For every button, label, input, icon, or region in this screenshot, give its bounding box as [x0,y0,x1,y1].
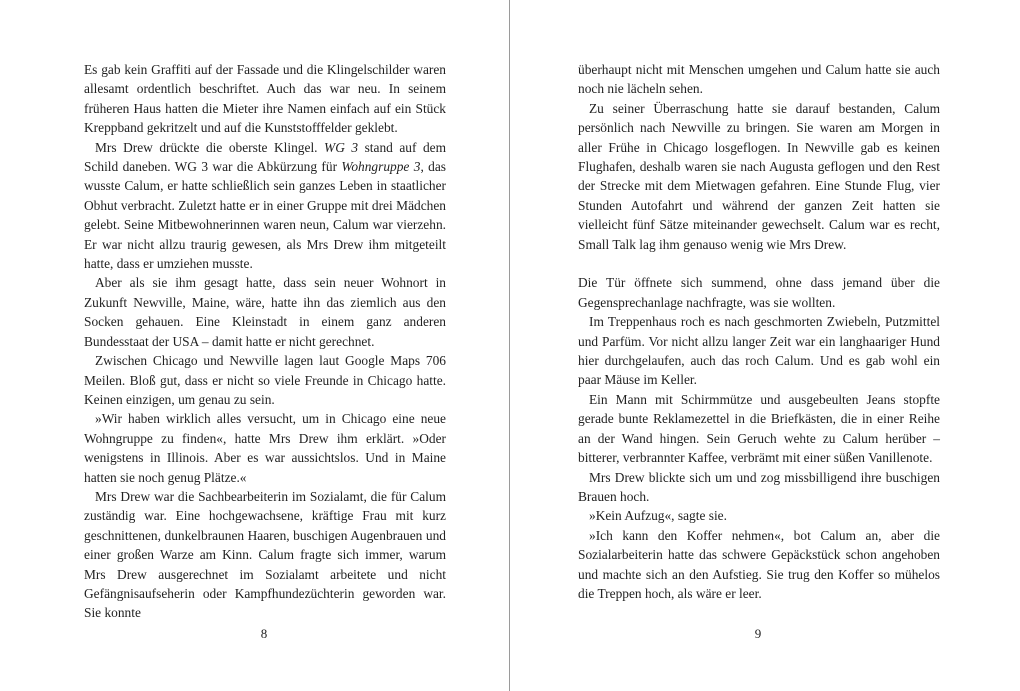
paragraph: »Wir haben wirklich alles versucht, um in Chicago eine neue Wohngruppe zu finden«, hatte Mrs Drew ihm erklärt. »Oder wenigstens in Illinois. Aber es war aussichtslos. Und in Maine hatten sie noch genug Plätze.« [84,411,446,485]
paragraph: Die Tür öffnete sich summend, ohne dass jemand über die Gegensprechanlage nachfragte, was sie wollten. [578,275,940,310]
page-number: 9 [754,626,762,641]
paragraph: »Ich kann den Koffer nehmen«, bot Calum an, aber die Sozialarbeiterin hatte das schwere Gepäckstück schon angehoben und machte sich an den Aufstieg. Sie trug den Koffer so mühelos die Treppen hoch, als wäre er leer. [578,527,940,601]
paragraph: Im Treppenhaus roch es nach geschmorten Zwiebeln, Putzmittel und Parfüm. Vor nicht allzu langer Zeit war ein langhaariger Hund hier durchgelaufen, auch das roch Calum. Und es gab wohl ein paar Mäuse im Keller. [578,314,940,388]
paragraph: Mrs Drew war die Sachbearbeiterin im Sozialamt, die für Calum zuständig war. Eine hochgewachsene, kräftige Frau mit kurz geschnittenen, dunkelbraunen Haaren, buschigen Augenbrauen und einer großen Warze am Kinn. Calum fragte sich immer, warum Mrs Drew ausgerechnet im Sozialamt arbeitete und nicht Gefängnisaufseherin oder Kampfhundezüchterin geworden war. Sie konnte [84,488,446,621]
paragraph: Zwischen Chicago und Newville lagen laut Google Maps 706 Meilen. Bloß gut, dass er nicht so viele Freunde in Chicago hatte. Keinen einzigen, um genau zu sein. [84,353,446,407]
paragraph: Zu seiner Überraschung hatte sie darauf bestanden, Calum persönlich nach Newville zu bringen. Sie waren am Morgen in aller Frühe in Chicago losgeflogen. In Newville gab es keinen Flughafen, deshalb waren sie nach Augusta geflogen und den Rest der Strecke mit dem Mietwagen gefahren. Eine Stunde Flug, vier Stunden Autofahrt und während der ganzen Zeit hatten sie vielleicht fünf Sätze miteinander gewechselt. Calum war es recht, Small Talk lag ihm genauso wenig wie Mrs Drew. [578,100,940,252]
paragraph: »Kein Aufzug«, sagte sie. [589,508,727,524]
paragraph: Ein Mann mit Schirmmütze und ausgebeulten Jeans stopfte gerade bunte Reklamezettel in die Briefkästen, die in einer Reihe an der Wand hingen. Sein Geruch wehte zu Calum herüber – bitterer, verbrannter Kaffee, verbrämt mit einer süßen Vanillenote. [578,391,940,466]
page-number: 8 [260,626,268,641]
paragraph-text: Mrs Drew drückte die oberste Klingel. [95,139,318,155]
italic-text: Wohngruppe 3 [341,159,421,175]
paragraph: Aber als sie ihm gesagt hatte, dass sein neuer Wohnort in Zukunft Newville, Maine, wäre, hatte ihn das ziemlich aus den Socken gehauen. Eine Kleinstadt in einem ganz anderen Bundesstaat der USA – damit hatte er nicht gerechnet. [84,275,446,349]
paragraph [84,138,446,274]
left-text-block [84,60,446,623]
paragraph-text: , das wusste Calum, er hatte schließlich sein ganzes Leben in staatlicher Obhut verbracht. Zuletzt hatte er in einer Gruppe mit drei Mädchen gelebt. Seine Mitbewohnerinnen waren neun, Calum war vierzehn. Er war nicht allzu traurig gewesen, als Mrs Drew ihm mitgeteilt hatte, dass er umziehen musste. [84,159,446,272]
paragraph: Es gab kein Graffiti auf der Fassade und die Klingelschilder waren allesamt ordentlich beschriftet. Auch das war neu. In seinem früheren Haus hatten die Mieter ihre Namen einfach auf ein Stück Kreppband gekritzelt und auf die Kunststofffelder geklebt. [84,62,446,136]
italic-text: WG 3 [324,139,359,155]
paragraph: überhaupt nicht mit Menschen umgehen und Calum hatte sie auch noch nie lächeln sehen. [578,62,940,97]
right-text-block [578,60,940,603]
paragraph: Mrs Drew blickte sich um und zog missbilligend ihre buschigen Brauen hoch. [578,469,940,504]
right-page [510,0,1020,691]
paragraph-text: stand auf dem Schild daneben. WG 3 war die Abkürzung für [84,139,446,175]
